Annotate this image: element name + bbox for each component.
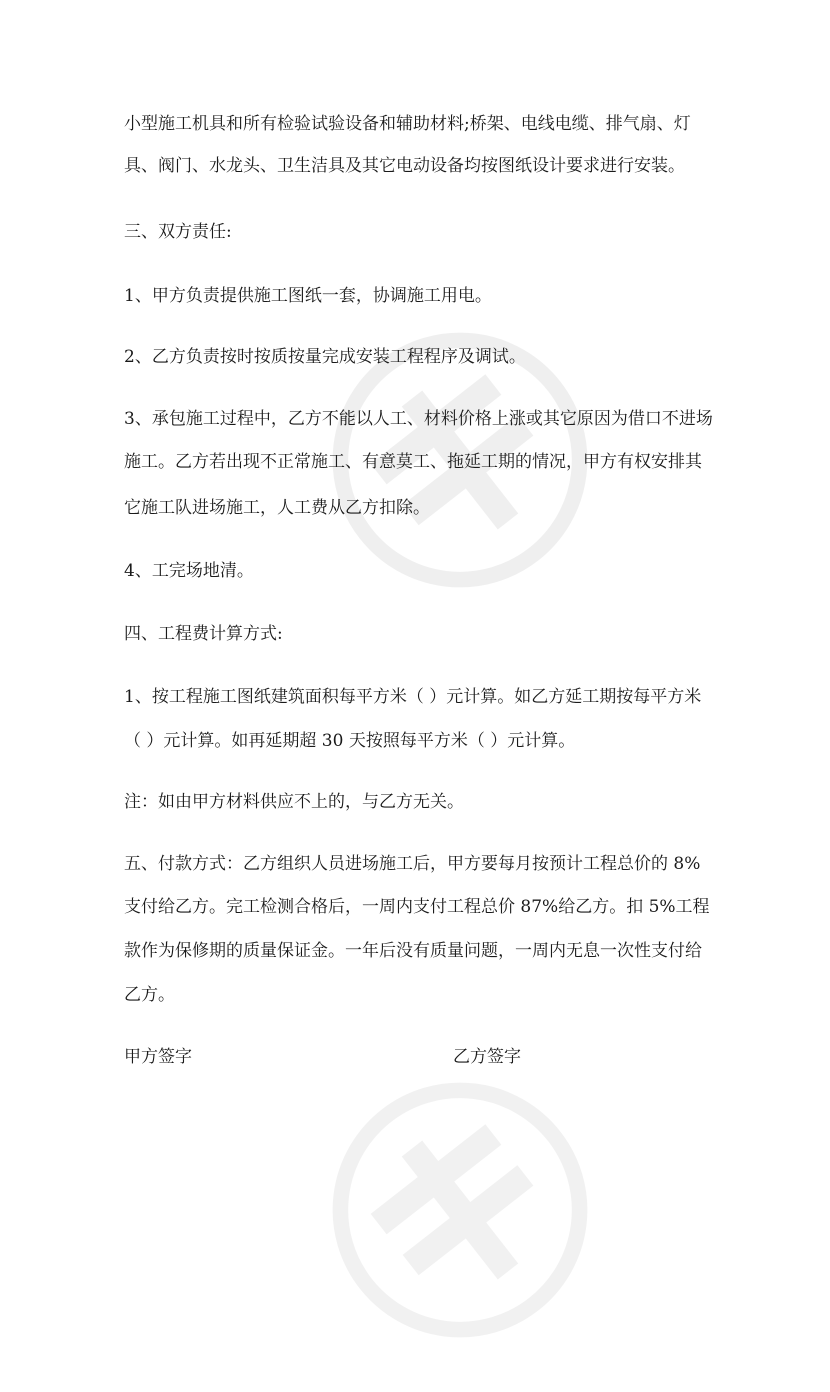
body-text-line: 它施工队进场施工，人工费从乙方扣除。	[124, 498, 430, 518]
fee-clause-1: 1、按工程施工图纸建筑面积每平方米（ ）元计算。如乙方延工期按每平方米	[124, 687, 702, 707]
party-a-signature-label: 甲方签字	[124, 1047, 192, 1067]
body-text-line: 施工。乙方若出现不正常施工、有意莫工、拖延工期的情况，甲方有权安排其	[124, 452, 702, 472]
clause-2: 2、乙方负责按时按质按量完成安装工程程序及调试。	[124, 347, 526, 367]
body-text-line: 具、阀门、水龙头、卫生洁具及其它电动设备均按图纸设计要求进行安装。	[124, 156, 685, 176]
clause-4: 4、工完场地清。	[124, 561, 254, 581]
body-text-line: 支付给乙方。完工检测合格后，一周内支付工程总价 87%给乙方。扣 5%工程	[124, 897, 710, 917]
section-heading-payment: 五、付款方式：乙方组织人员进场施工后，甲方要每月按预计工程总价的 8%	[124, 854, 701, 874]
clause-1: 1、甲方负责提供施工图纸一套，协调施工用电。	[124, 286, 492, 306]
section-heading-responsibilities: 三、双方责任:	[124, 222, 232, 242]
party-b-signature-label: 乙方签字	[453, 1047, 521, 1067]
body-text-line: 小型施工机具和所有检验试验设备和辅助材料;桥架、电线电缆、排气扇、灯	[124, 114, 691, 134]
body-text-line: 款作为保修期的质量保证金。一年后没有质量问题，一周内无息一次性支付给	[124, 941, 702, 961]
section-heading-fee-calculation: 四、工程费计算方式:	[124, 624, 283, 644]
clause-3: 3、承包施工过程中，乙方不能以人工、材料价格上涨或其它原因为借口不进场	[124, 409, 713, 429]
note-text: 注：如由甲方材料供应不上的，与乙方无关。	[124, 792, 464, 812]
body-text-line: （ ）元计算。如再延期超 30 天按照每平方米（ ）元计算。	[124, 731, 576, 751]
body-text-line: 乙方。	[124, 985, 175, 1005]
watermark-logo-icon	[278, 1028, 643, 1392]
